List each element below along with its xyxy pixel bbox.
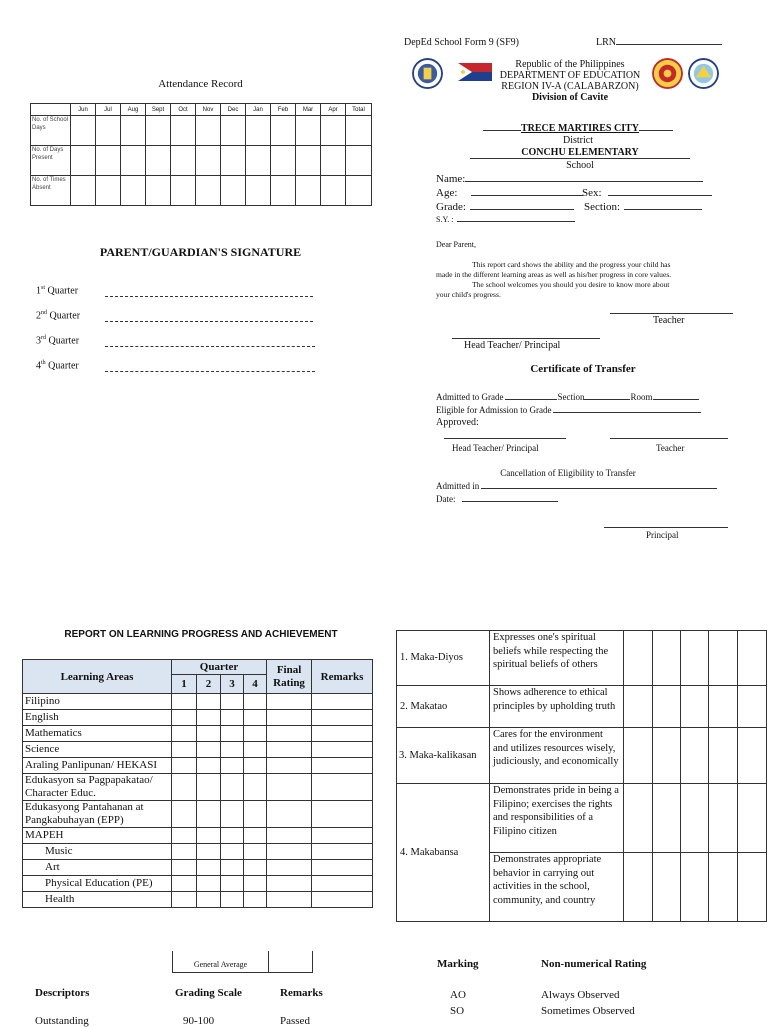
general-average-value[interactable] (268, 951, 313, 973)
learning-area-label: Filipino (23, 694, 172, 710)
deped-seal-icon (412, 58, 443, 89)
core-value-row (397, 784, 767, 853)
scale-cell: 90-100 (183, 1015, 215, 1027)
school-year-field[interactable]: S.Y. : (436, 215, 575, 224)
core-value-name: 1. Maka-Diyos (397, 631, 490, 686)
general-average-label: General Average (172, 951, 269, 973)
letter-body: This report card shows the ability and the progress your child has made in the different learning areas as well as his/her progress in core values. The school welcomes you should you desire to know more about your child's progress. (436, 260, 672, 299)
table-row (23, 876, 373, 892)
table-row (23, 710, 373, 726)
month-header: Jun (71, 104, 96, 116)
core-value-row (397, 728, 767, 784)
table-row (23, 844, 373, 860)
eligible-grade-field[interactable]: Eligible for Admission to Grade (436, 405, 701, 415)
descriptor-cell: Outstanding (35, 1015, 89, 1027)
city-line: TRECE MARTIRES CITY (470, 123, 686, 134)
quarter-2-signature[interactable]: 2nd Quarter (36, 310, 81, 322)
learning-area-label: Araling Panlipunan/ HEKASI (23, 758, 172, 774)
table-row (23, 860, 373, 876)
month-header: Aug (121, 104, 146, 116)
sex-field[interactable]: Sex: (582, 187, 712, 199)
rating-header: Non-numerical Rating (541, 958, 647, 970)
grading-remarks-header: Remarks (280, 987, 323, 999)
behavior-statement: Demonstrates pride in being a Filipino; exercises the rights and responsibilities of a Filipino citizen (490, 784, 624, 853)
attendance-table (30, 103, 372, 206)
region-heading: REGION IV-A (CALABARZON) (501, 81, 639, 92)
behavior-statement: Expresses one's spiritual beliefs while respecting the spiritual beliefs of others (490, 631, 624, 686)
learning-area-label: Science (23, 742, 172, 758)
attendance-title: Attendance Record (158, 78, 243, 90)
month-header: Nov (196, 104, 221, 116)
month-header: Apr (321, 104, 346, 116)
month-header: Jan (246, 104, 271, 116)
learning-area-label: MAPEH (23, 828, 172, 844)
principal-label: Principal (646, 530, 679, 540)
learning-area-label: Edukasyong Pantahanan at Pangkabuhayan (EPP) (23, 801, 172, 828)
region-seal-icon (652, 58, 683, 89)
quarter-3-header: 3 (221, 675, 244, 694)
table-row (23, 828, 373, 844)
certificate-title: Certificate of Transfer (530, 363, 636, 375)
learning-area-label: Health (23, 892, 172, 908)
teacher-signature-label: Teacher (653, 315, 685, 326)
letter-salutation: Dear Parent, (436, 240, 476, 249)
attendance-row (31, 176, 372, 206)
quarter-3-signature[interactable]: 3rd Quarter (36, 335, 80, 347)
descriptors-header: Descriptors (35, 987, 90, 999)
head-teacher-signature-label: Head Teacher/ Principal (464, 340, 561, 351)
table-row (23, 758, 373, 774)
attendance-row-label: No. of Days Present (31, 146, 71, 176)
core-value-name: 4. Makabansa (397, 784, 490, 922)
approved-label: Approved: (436, 417, 479, 428)
core-value-name: 3. Maka-kalikasan (397, 728, 490, 784)
attendance-row-label: No. of Times Absent (31, 176, 71, 206)
month-header: Mar (296, 104, 321, 116)
quarter-2-header: 2 (197, 675, 221, 694)
marking-header: Marking (437, 958, 479, 970)
table-row (23, 801, 373, 828)
grade-field[interactable]: Grade: (436, 201, 574, 213)
behavior-statement: Demonstrates appropriate behavior in carrying out activities in the school, community, and country (490, 853, 624, 922)
marking-rating: Sometimes Observed (541, 1005, 635, 1017)
deped-matatag-logo-icon (456, 60, 494, 86)
transfer-head-label: Head Teacher/ Principal (452, 443, 539, 453)
age-field[interactable]: Age: (436, 187, 583, 199)
final-rating-header: Final Rating (267, 660, 312, 694)
attendance-row-label: No. of School Days (31, 116, 71, 146)
attendance-header-row (31, 104, 372, 116)
department-heading: DEPARTMENT OF EDUCATION (499, 70, 641, 81)
school-label: School (566, 160, 594, 171)
signature-title: PARENT/GUARDIAN'S SIGNATURE (99, 245, 302, 259)
admitted-grade-field[interactable]: Admitted to Grade Section Room (436, 392, 699, 402)
division-heading: Division of Cavite (531, 92, 609, 103)
remarks-cell: Passed (280, 1015, 310, 1027)
table-row (23, 774, 373, 801)
total-header: Total (346, 104, 372, 116)
behavior-statement: Shows adherence to ethical principles by upholding truth (490, 686, 624, 728)
district-label: District (563, 135, 593, 146)
table-row (23, 892, 373, 908)
quarter-1-signature[interactable]: 1st Quarter (36, 285, 79, 297)
report-title: REPORT ON LEARNING PROGRESS AND ACHIEVEMENT (64, 629, 338, 640)
learning-area-label: Mathematics (23, 726, 172, 742)
quarter-4-signature[interactable]: 4th Quarter (36, 360, 79, 372)
marking-code: AO (450, 989, 466, 1001)
quarter-4-header: 4 (244, 675, 267, 694)
cancellation-title: Cancellation of Eligibility to Transfer (500, 468, 636, 478)
attendance-row (31, 146, 372, 176)
learning-area-label: Edukasyon sa Pagpapakatao/ Character Educ. (23, 774, 172, 801)
form-title: DepEd School Form 9 (SF9) (404, 37, 519, 48)
learning-area-label: Music (23, 844, 172, 860)
core-value-row (397, 686, 767, 728)
date-field[interactable]: Date: (436, 494, 558, 504)
quarter-1-header: 1 (172, 675, 197, 694)
month-header: Dec (221, 104, 246, 116)
core-value-name: 2. Makatao (397, 686, 490, 728)
core-value-row (397, 631, 767, 686)
table-row (23, 694, 373, 710)
school-name: CONCHU ELEMENTARY (470, 147, 690, 159)
section-field[interactable]: Section: (584, 201, 702, 213)
marking-code: SO (450, 1005, 465, 1017)
behavior-statement: Cares for the environment and utilizes resources wisely, judiciously, and economically (490, 728, 624, 784)
learning-area-label: Art (23, 860, 172, 876)
quarter-header: Quarter (172, 660, 267, 675)
learning-areas-table (22, 659, 373, 908)
learning-areas-header: Learning Areas (23, 660, 172, 694)
lrn-field[interactable]: LRN (596, 37, 722, 48)
transfer-teacher-label: Teacher (656, 443, 685, 453)
learning-area-label: Physical Education (PE) (23, 876, 172, 892)
marking-rating: Always Observed (541, 989, 620, 1001)
remarks-header: Remarks (312, 660, 373, 694)
learning-area-label: English (23, 710, 172, 726)
attendance-row (31, 116, 372, 146)
core-values-table (396, 630, 767, 922)
name-field[interactable]: Name: (436, 173, 703, 185)
month-header: Sept (146, 104, 171, 116)
school-seal-icon (688, 58, 719, 89)
grading-scale-header: Grading Scale (175, 987, 242, 999)
month-header: Feb (271, 104, 296, 116)
month-header: Oct (171, 104, 196, 116)
month-header: Jul (96, 104, 121, 116)
table-row (23, 742, 373, 758)
admitted-in-field[interactable]: Admitted in (436, 481, 717, 491)
republic-heading: Republic of the Philippines (515, 59, 625, 70)
table-row (23, 726, 373, 742)
